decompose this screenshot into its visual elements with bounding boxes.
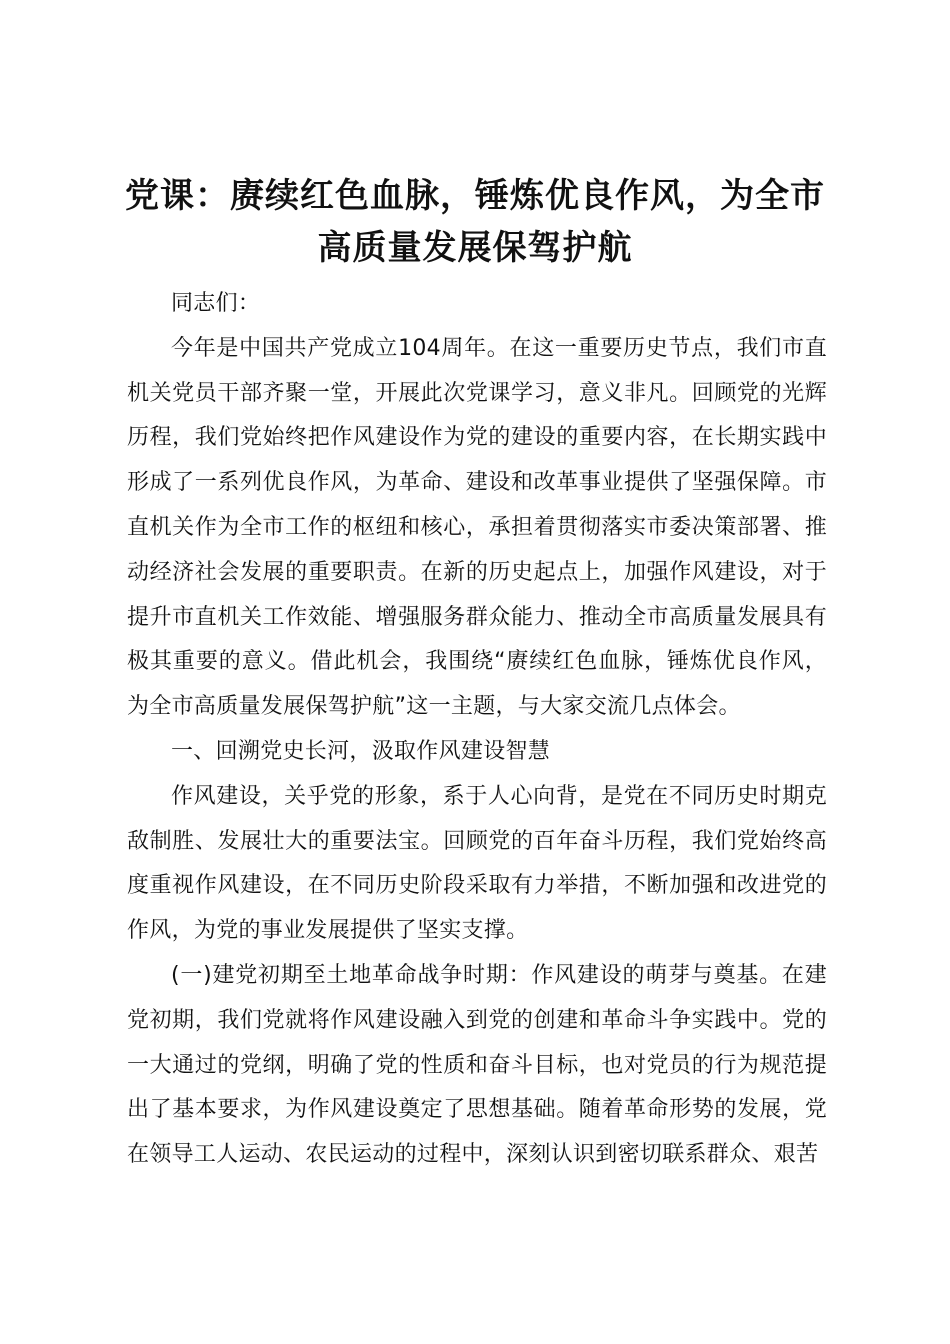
salutation-paragraph: 同志们： xyxy=(171,291,261,316)
document-title: 党课：赓续红色血脉，锤炼优良作风，为全市高质量发展保驾护航 xyxy=(125,176,825,268)
document-body xyxy=(127,282,827,1178)
intro-paragraph: 今年是中国共产党成立104周年。在这一重要历史节点，我们市直机关党员干部齐聚一堂，开展此次党课学习，意义非凡。回顾党的光辉历程，我们党始终把作风建设作为党的建设的重要内容，在长期实践中形成了一系列优良作风，为革命、建设和改革事业提供了坚强保障。市直机关作为全市工作的枢纽和核心，承担着贯彻落实市委决策部署、推动经济社会发展的重要职责。在新的历史起点上，加强作风建设，对于提升市直机关工作效能、增强服务群众能力、推动全市高质量发展具有极其重要的意义。借此机会，我围绕“赓续红色血脉，锤炼优良作风，为全市高质量发展保驾护航”这一主题，与大家交流几点体会。 xyxy=(127,335,827,720)
section-paragraph: 作风建设，关乎党的形象，系于人心向背，是党在不同历史时期克敌制胜、发展壮大的重要法宝。回顾党的百年奋斗历程，我们党始终高度重视作风建设，在不同历史阶段采取有力举措，不断加强和改进党的作风，为党的事业发展提供了坚实支撑。 xyxy=(127,783,827,944)
subsection-paragraph: (一)建党初期至土地革命战争时期：作风建设的萌芽与奠基。在建党初期，我们党就将作风建设融入到党的创建和革命斗争实践中。党的一大通过的党纲，明确了党的性质和奋斗目标，也对党员的行为规范提出了基本要求，为作风建设奠定了思想基础。随着革命形势的发展，党在领导工人运动、农民运动的过程中，深刻认识到密切联系群众、艰苦 xyxy=(127,962,827,1168)
section-heading: 一、回溯党史长河，汲取作风建设智慧 xyxy=(171,738,551,764)
